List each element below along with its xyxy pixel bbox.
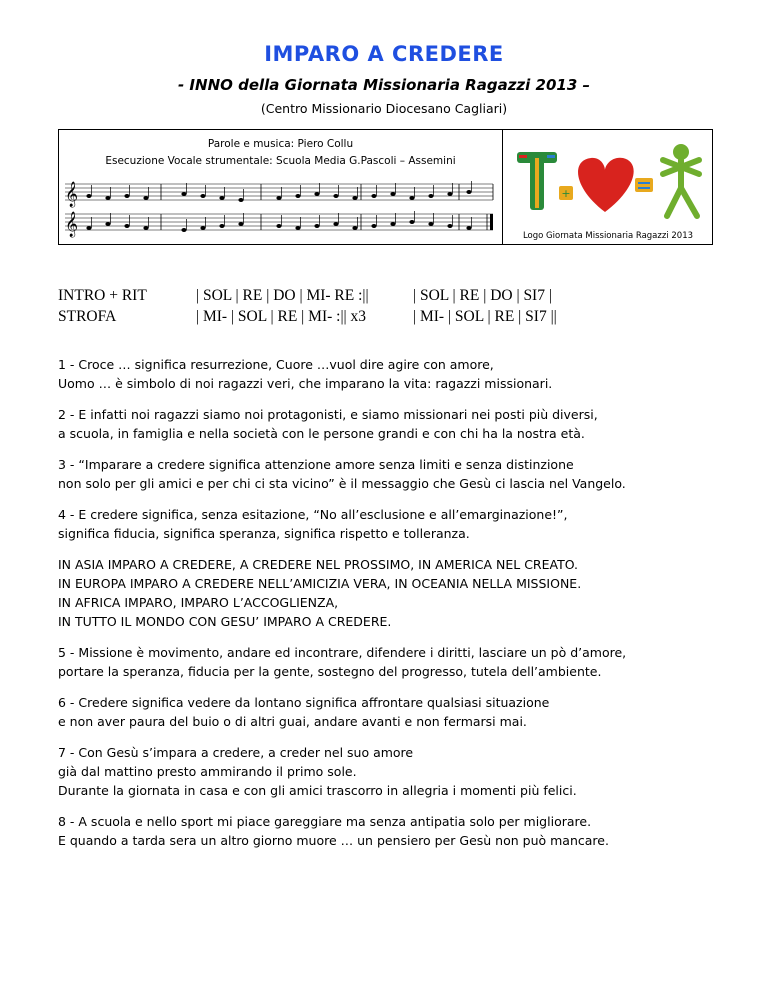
chorus <box>58 555 718 631</box>
page-subtitle: - INNO della Giornata Missionaria Ragazzi 2013 – <box>177 76 590 94</box>
verse-line: portare la speranza, fiducia per la gente, sostegno del progresso, tutela dell’ambiente. <box>58 664 602 679</box>
verse-line: 7 - Con Gesù s’impara a credere, a creder nel suo amore <box>58 745 414 760</box>
verse-line: già dal mattino presto ammirando il primo sole. <box>58 764 357 779</box>
logo <box>503 130 713 244</box>
chord-row-label: INTRO + RIT <box>58 287 147 304</box>
chord-row-part2: | MI- | SOL | RE | SI7 || <box>413 308 557 325</box>
figure-icon <box>663 144 699 216</box>
chord-row-intro <box>58 285 678 306</box>
cross-icon <box>517 152 557 210</box>
verse <box>58 643 718 681</box>
chorus-line: IN ASIA IMPARO A CREDERE, A CREDERE NEL PROSSIMO, IN AMERICA NEL CREATO. <box>58 557 579 572</box>
verse <box>58 693 718 731</box>
verse-line: 4 - E credere significa, senza esitazione, “No all’esclusione e all’emarginazione!”, <box>58 507 568 522</box>
treble-clef-icon: 𝄞 <box>65 182 79 207</box>
treble-clef-icon: 𝄞 <box>65 212 79 237</box>
verse-line: significa fiducia, significa speranza, significa rispetto e tolleranza. <box>58 526 470 541</box>
chord-row-part1: | MI- | SOL | RE | MI- :|| x3 <box>196 308 367 325</box>
verse <box>58 355 718 393</box>
equals-icon <box>635 178 653 192</box>
verse <box>58 405 718 443</box>
music-score <box>65 178 497 240</box>
credits-box <box>58 129 713 245</box>
verse-line: a scuola, in famiglia e nella società con le persone grandi e con chi ha la nostra età. <box>58 426 585 441</box>
chord-row-strofa <box>58 306 678 327</box>
verse-line: Durante la giornata in casa e con gli amici trascorro in allegria i momenti più felici. <box>58 783 577 798</box>
verse-line: e non aver paura del buio o di altri guai, andare avanti e non fermarsi mai. <box>58 714 527 729</box>
logo-caption: Logo Giornata Missionaria Ragazzi 2013 <box>522 231 694 241</box>
chorus-line: IN EUROPA IMPARO A CREDERE NELL’AMICIZIA VERA, IN OCEANIA NELLA MISSIONE. <box>58 576 582 591</box>
verse <box>58 812 718 850</box>
verse-line: non solo per gli amici e per chi ci sta vicino” è il messaggio che Gesù ci lascia nel Vangelo. <box>58 476 626 491</box>
chord-row-part2: | SOL | RE | DO | SI7 | <box>413 287 552 304</box>
credit-lyrics-music: Parole e musica: Piero Collu <box>207 138 354 150</box>
verse-line: 3 - “Imparare a credere significa attenzione amore senza limiti e senza distinzione <box>58 457 574 472</box>
logo-graphic <box>503 130 713 230</box>
verse <box>58 455 718 493</box>
svg-text:+: + <box>561 187 571 200</box>
organization-line: (Centro Missionario Diocesano Cagliari) <box>260 101 508 116</box>
verse-line: 2 - E infatti noi ragazzi siamo noi protagonisti, e siamo missionari nei posti più diversi, <box>58 407 598 422</box>
chorus-line: IN AFRICA IMPARO, IMPARO L’ACCOGLIENZA, <box>58 595 339 610</box>
verse-line: E quando a tarda sera un altro giorno muore … un pensiero per Gesù non può mancare. <box>58 833 609 848</box>
verse-line: 8 - A scuola e nello sport mi piace gareggiare ma senza antipatia solo per migliorare. <box>58 814 592 829</box>
lyrics <box>58 355 718 862</box>
verse-line: 1 - Croce … significa resurrezione, Cuore …vuol dire agire con amore, <box>58 357 494 372</box>
chord-progression <box>58 285 678 327</box>
chord-row-label: STROFA <box>58 308 117 325</box>
verse <box>58 743 718 800</box>
verse-line: 6 - Credere significa vedere da lontano significa affrontare qualsiasi situazione <box>58 695 550 710</box>
verse-line: 5 - Missione è movimento, andare ed incontrare, difendere i diritti, lasciare un pò d’amore, <box>58 645 627 660</box>
chorus-line: IN TUTTO IL MONDO CON GESU’ IMPARO A CREDERE. <box>58 614 392 629</box>
verse <box>58 505 718 543</box>
credit-performance: Esecuzione Vocale strumentale: Scuola Media G.Pascoli – Assemini <box>105 155 456 167</box>
chord-row-part1: | SOL | RE | DO | MI- RE :|| <box>196 287 369 304</box>
heart-icon <box>578 158 634 212</box>
page-title: IMPARO A CREDERE <box>264 42 504 66</box>
verse-line: Uomo … è simbolo di noi ragazzi veri, che imparano la vita: ragazzi missionari. <box>58 376 553 391</box>
plus-icon <box>559 186 573 200</box>
